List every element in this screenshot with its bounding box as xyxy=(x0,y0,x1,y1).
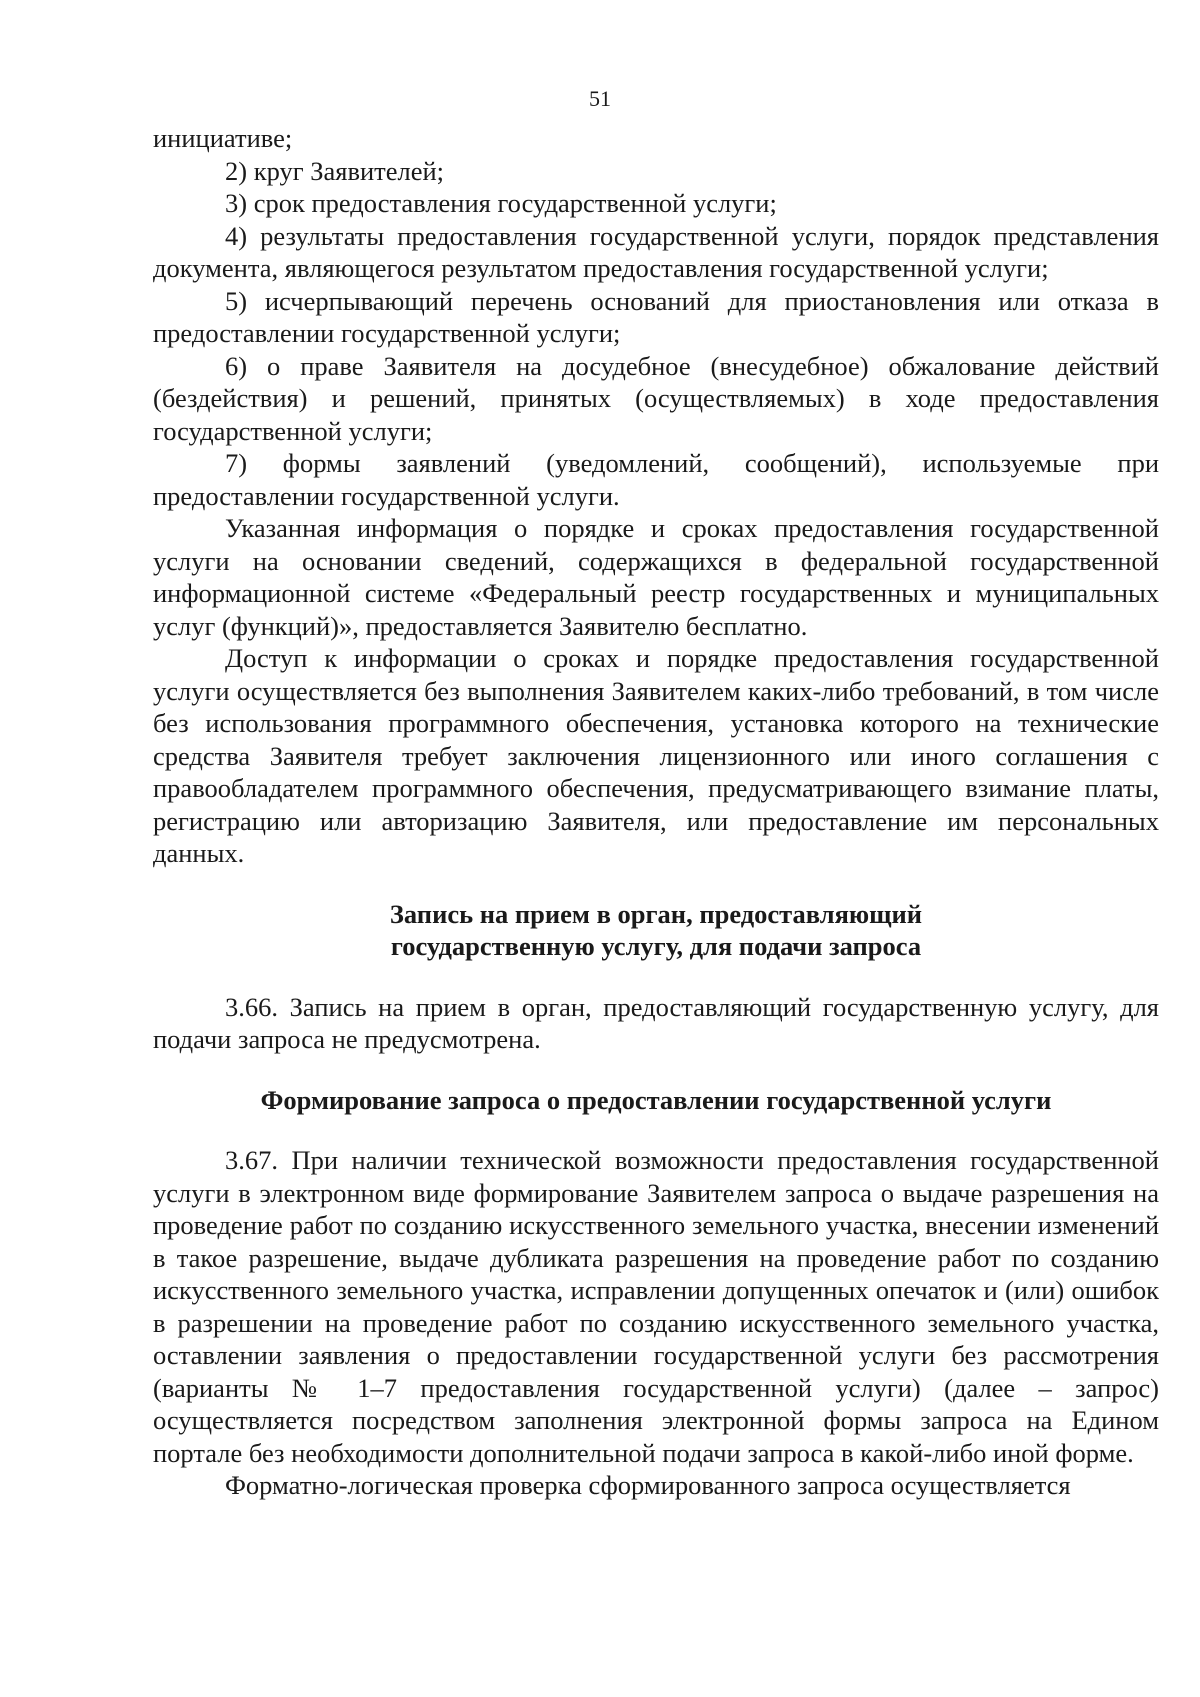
page-number: 51 xyxy=(589,86,611,111)
spacer xyxy=(153,1116,1159,1144)
paragraph-access-information: Доступ к информации о сроках и порядке предоставления государственной услуги осуществляется без выполнения Заявителем каких-либо требований, в том числе без использования программного обеспечения, установка которого на технические средства Заявителя требует заключения лицензионного или иного соглашения с правообладателем программного обеспечения, предусматривающего взимание платы, регистрацию или авторизацию Заявителя, или предоставление им персональных данных. xyxy=(153,643,1159,868)
section-heading-line-2: государственную услугу, для подачи запроса xyxy=(390,931,922,961)
document-body xyxy=(153,122,1159,1502)
spacer xyxy=(153,1056,1159,1084)
paragraph-continuation: инициативе; xyxy=(153,123,293,153)
spacer xyxy=(153,963,1159,991)
paragraph-3-67: 3.67. При наличии технической возможности предоставления государственной услуги в электронном виде формирование Заявителем запроса о выдаче разрешения на проведение работ по созданию искусственного земельного участка, внесении изменений в такое разрешение, выдаче дубликата разрешения на проведение работ по созданию искусственного земельного участка, исправлении допущенных опечаток и (или) ошибок в разрешении на проведение работ по созданию искусственного земельного участка, оставлении заявления о предоставлении государственной услуги без рассмотрения (варианты № 1–7 предоставления государственной услуги) (далее – запрос) осуществляется посредством заполнения электронной формы запроса на Едином портале без необходимости дополнительной подачи запроса в какой-либо иной форме. xyxy=(153,1145,1159,1468)
list-item-term: 3) срок предоставления государственной услуги; xyxy=(225,188,777,218)
section-heading-line-1: Запись на прием в орган, предоставляющий xyxy=(389,898,923,929)
section-heading-request-forming: Формирование запроса о предоставлении государственной услуги xyxy=(260,1084,1052,1115)
list-item-grounds: 5) исчерпывающий перечень оснований для приостановления или отказа в предоставлении государственной услуги; xyxy=(153,285,1159,348)
section-heading-appointment xyxy=(153,898,1159,963)
list-item-forms: 7) формы заявлений (уведомлений, сообщений), используемые при предоставлении государственной услуги. xyxy=(153,448,1159,511)
list-item-applicants: 2) круг Заявителей; xyxy=(225,155,445,186)
paragraph-free-information: Указанная информация о порядке и сроках предоставления государственной услуги на основании сведений, содержащихся в федеральной государственной информационной системе «Федеральный реестр государственных и муниципальных услуг (функций)», предоставляется Заявителю бесплатно. xyxy=(153,513,1159,641)
list-item-appeal-right: 6) о праве Заявителя на досудебное (внесудебное) обжалование действий (бездействия) и решений, принятых (осуществляемых) в ходе предоставления государственной услуги; xyxy=(153,350,1159,446)
paragraph-3-66: 3.66. Запись на прием в орган, предоставляющий государственную услугу, для подачи запроса не предусмотрена. xyxy=(153,991,1159,1054)
list-item-results: 4) результаты предоставления государственной услуги, порядок представления документа, являющегося результатом предоставления государственной услуги; xyxy=(153,220,1159,283)
paragraph-format-check: Форматно-логическая проверка сформированного запроса осуществляется xyxy=(225,1470,1071,1500)
spacer xyxy=(153,870,1159,898)
